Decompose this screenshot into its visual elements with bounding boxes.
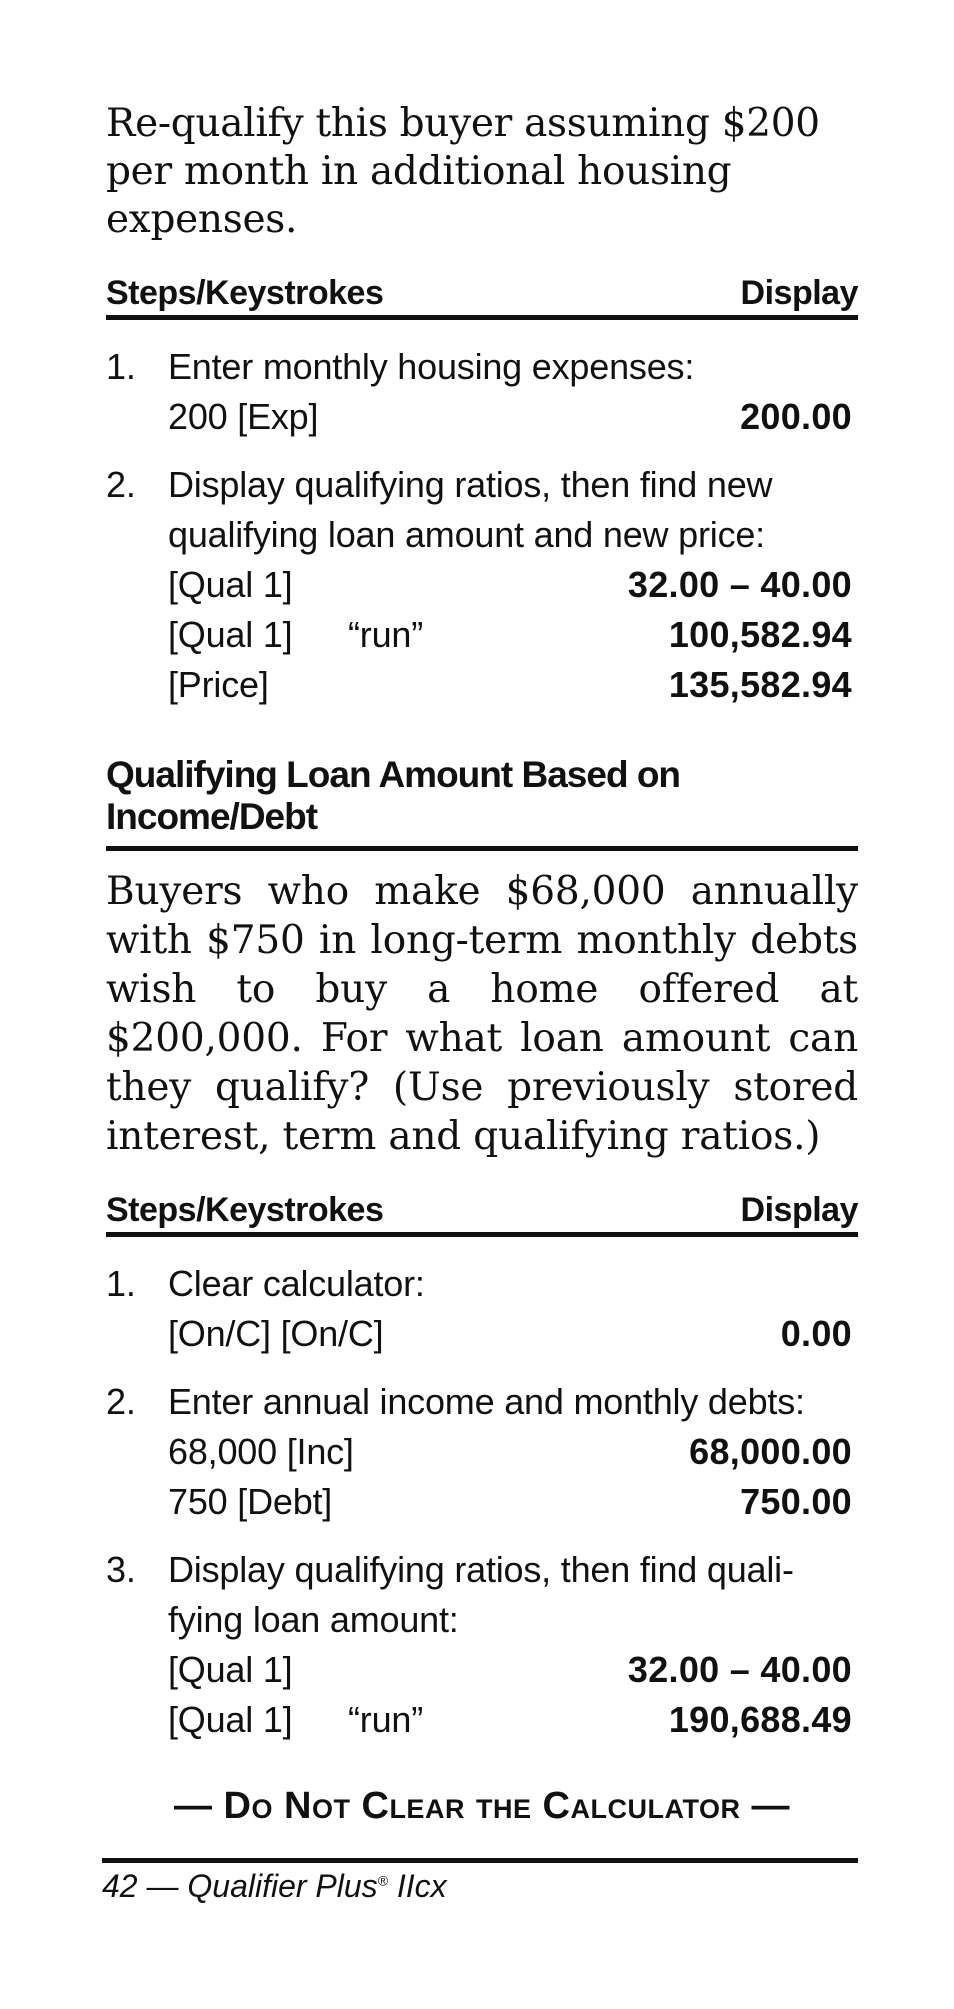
intro-paragraph: Re-qualify this buyer assuming $200 per month in additional housing expenses. xyxy=(106,101,820,242)
step-text: Display qualifying ratios, then find quali- xyxy=(168,1549,794,1590)
display-header: Display xyxy=(740,274,858,312)
display-value: 135,582.94 xyxy=(668,664,852,705)
step-text: Enter annual income and monthly debts: xyxy=(168,1381,805,1422)
display-value: 0.00 xyxy=(780,1313,852,1354)
step-number: 2. xyxy=(106,1381,136,1422)
section-title: Qualifying Loan Amount Based on Income/Debt xyxy=(106,754,858,851)
banner-text: Do Not Clear the Calculator xyxy=(223,1785,741,1827)
do-not-clear-banner xyxy=(106,1785,858,1828)
step-number: 3. xyxy=(106,1549,136,1590)
footer-rule xyxy=(102,1858,858,1863)
display-header: Display xyxy=(740,1191,858,1229)
table-header xyxy=(106,1191,858,1237)
steps-header: Steps/Keystrokes xyxy=(106,1191,384,1229)
keystroke: 200 [Exp] xyxy=(168,396,319,437)
keystroke: 68,000 [Inc] xyxy=(168,1431,354,1472)
step-number: 1. xyxy=(106,1263,136,1304)
keystroke-row xyxy=(168,560,858,610)
step-number: 1. xyxy=(106,346,136,387)
step-text: qualifying loan amount and new price: xyxy=(168,514,765,555)
keystroke: [Qual 1] xyxy=(168,1699,293,1740)
display-value: 68,000.00 xyxy=(689,1431,852,1472)
problem-paragraph: Buyers who make $68,000 annually with $750 in long-term monthly debts wish to buy a home offered at $200,000. For what loan amount can they qualify? (Use previously stored interest, term and qualifying ratios.) xyxy=(106,869,858,1159)
display-value: 100,582.94 xyxy=(668,614,852,655)
display-value: 200.00 xyxy=(740,396,852,437)
keystroke-row xyxy=(168,1309,858,1359)
keystroke: [On/C] [On/C] xyxy=(168,1313,384,1354)
keystroke-row xyxy=(168,1477,858,1527)
keystroke: [Qual 1] xyxy=(168,564,293,605)
footer-separator: — xyxy=(146,1868,179,1904)
step-text: Display qualifying ratios, then find new xyxy=(168,464,773,505)
display-value: 750.00 xyxy=(740,1481,852,1522)
keystroke-row xyxy=(168,610,858,660)
keystroke: [Qual 1] xyxy=(168,1649,293,1690)
example2-steps xyxy=(106,1259,858,1745)
keystroke: 750 [Debt] xyxy=(168,1481,333,1522)
registered-mark: ® xyxy=(377,1872,388,1889)
keystroke: [Price] xyxy=(168,664,269,705)
keystroke-note: “run” xyxy=(348,614,424,655)
example1-step1 xyxy=(106,342,858,442)
product-name: Qualifier Plus xyxy=(187,1868,378,1904)
steps-header: Steps/Keystrokes xyxy=(106,274,384,312)
keystroke-note: “run” xyxy=(348,1699,424,1740)
keystroke: [Qual 1] xyxy=(168,614,293,655)
page-number: 42 xyxy=(102,1868,138,1904)
keystroke-row xyxy=(168,392,858,442)
keystroke-row xyxy=(168,660,858,710)
step-text: Enter monthly housing expenses: xyxy=(168,346,695,387)
example1-step2 xyxy=(106,460,858,710)
banner-dash: — xyxy=(173,1785,213,1827)
example2-step3 xyxy=(106,1545,858,1745)
keystroke-row xyxy=(168,1427,858,1477)
product-model: IIcx xyxy=(396,1868,447,1904)
table-header xyxy=(106,274,858,320)
example1-steps xyxy=(106,342,858,710)
page-footer xyxy=(102,1868,447,1905)
example2-step2 xyxy=(106,1377,858,1527)
banner-dash: — xyxy=(751,1785,791,1827)
step-text: fying loan amount: xyxy=(168,1599,459,1640)
keystroke-row xyxy=(168,1695,858,1745)
manual-page xyxy=(106,0,858,1828)
keystroke-row xyxy=(168,1645,858,1695)
example2-step1 xyxy=(106,1259,858,1359)
display-value: 190,688.49 xyxy=(668,1699,852,1740)
step-text: Clear calculator: xyxy=(168,1263,425,1304)
display-value: 32.00 – 40.00 xyxy=(627,564,852,605)
display-value: 32.00 – 40.00 xyxy=(627,1649,852,1690)
step-number: 2. xyxy=(106,464,136,505)
